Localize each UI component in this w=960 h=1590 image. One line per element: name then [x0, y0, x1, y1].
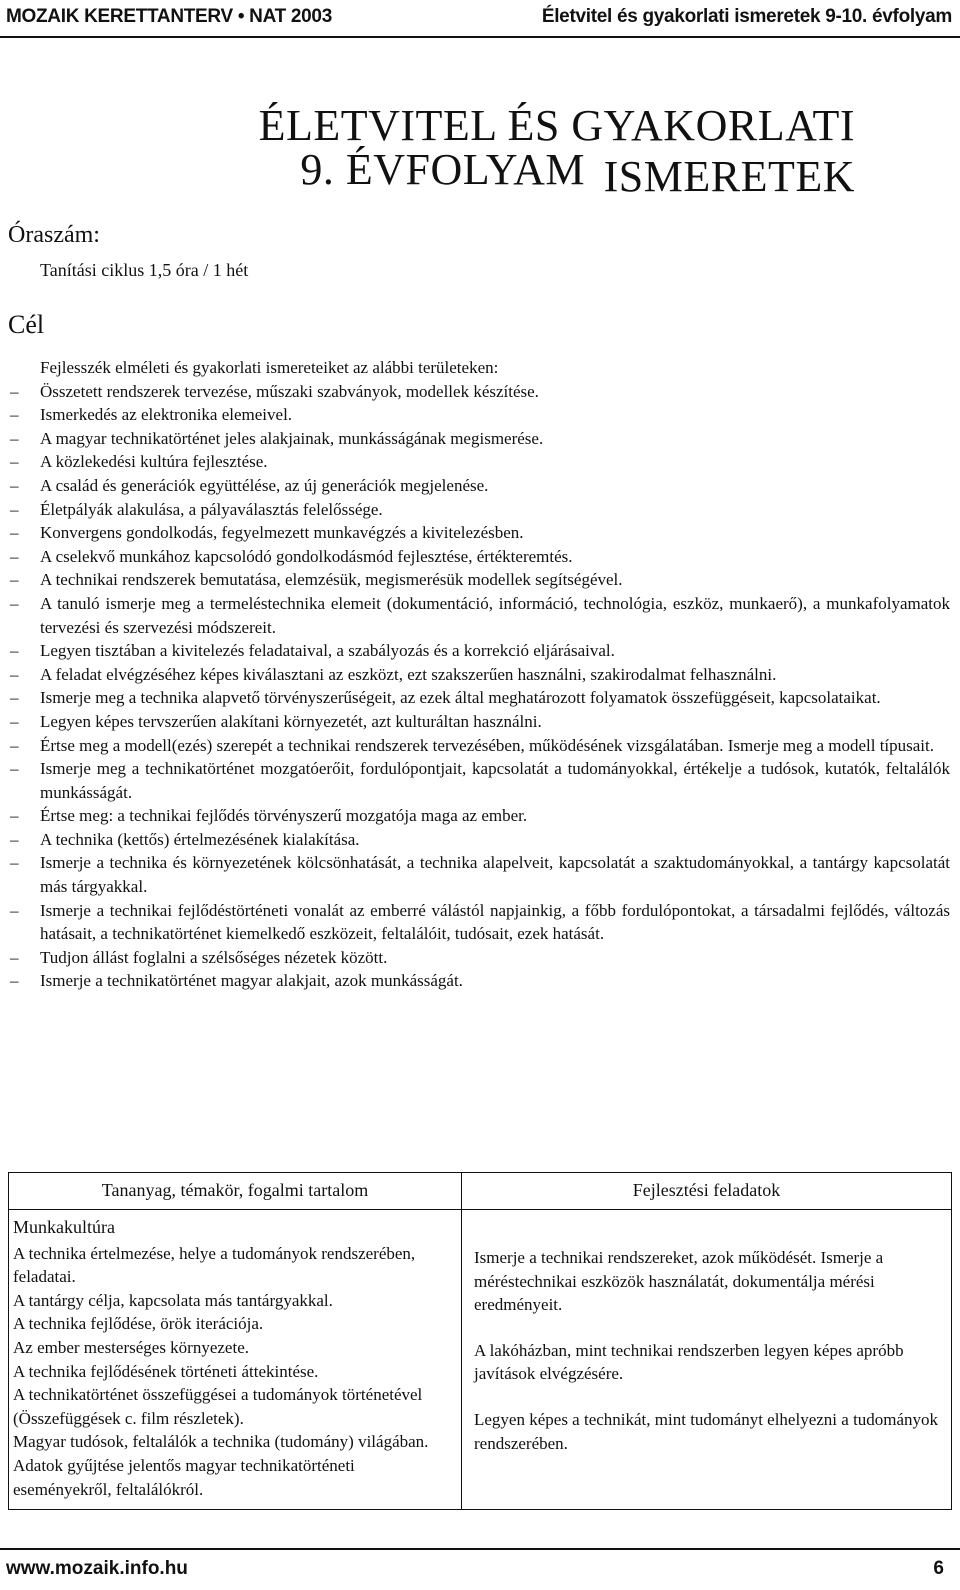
document-title-line-1: ÉLETVITEL ÉS GYAKORLATI ISMERETEK — [258, 101, 855, 201]
task-paragraph: A lakóházban, mint technikai rendszerben legyen képes apróbb javítások elvégzésére. — [474, 1340, 904, 1384]
goal-item: – A közlekedési kultúra fejlesztése. — [10, 450, 950, 474]
goal-item: – Ismerje meg a technikatörténet mozgatóerőit, fordulópontjait, kapcsolatát a tudományokkal, értékelje a tudósok, kutatók, feltalálók munkásságát. — [10, 757, 950, 804]
header-subject-title: Életvitel és gyakorlati ismeretek 9-10. évfolyam — [541, 6, 952, 27]
header-series-title: MOZAIK KERETTANTERV • NAT 2003 — [6, 6, 332, 27]
section-label: Munkakultúra — [13, 1217, 115, 1237]
goal-item: – Legyen képes tervszerűen alakítani környezetét, azt kulturáltan használni. — [10, 710, 950, 734]
goal-item: – A cselekvő munkához kapcsolódó gondolkodásmód fejlesztése, értékteremtés. — [10, 545, 950, 569]
goal-item: – A feladat elvégzéséhez képes kiválasztani az eszközt, ezt szakszerűen használni, szakirodalmat felhasználni. — [10, 663, 950, 687]
goals-list — [10, 380, 950, 993]
goals-section — [10, 356, 950, 993]
content-cell — [9, 1210, 462, 1510]
goal-item: – Tudjon állást foglalni a szélsőséges nézetek között. — [10, 946, 950, 970]
task-paragraph: Ismerje a technikai rendszereket, azok működését. Ismerje a méréstechnikai eszközök használatát, dokumentálja mérési eredményeit. — [474, 1248, 884, 1315]
goal-item: – Összetett rendszerek tervezése, műszaki szabványok, modellek készítése. — [10, 380, 950, 404]
content-line: Magyar tudósok, feltalálók a technika (tudomány) világában. Adatok gyűjtése jelentős magyar technikatörténeti eseményekről, feltalálókról. — [13, 1432, 429, 1499]
oraszam-text: Tanítási ciklus 1,5 óra / 1 hét — [40, 260, 249, 280]
goal-item: – A család és generációk együttélése, az új generációk megjelenése. — [10, 474, 950, 498]
cel-heading: Cél — [8, 310, 45, 339]
goal-item: – A technikai rendszerek bemutatása, elemzésük, megismerésük modellek segítségével. — [10, 568, 950, 592]
goal-item: – Konvergens gondolkodás, fegyelmezett munkavégzés a kivitelezésben. — [10, 521, 950, 545]
table-row — [9, 1210, 952, 1510]
goal-item: – Értse meg: a technikai fejlődés törvényszerű mozgatója maga az ember. — [10, 804, 950, 828]
page-number: 6 — [933, 1558, 944, 1579]
page-header — [0, 0, 960, 38]
goal-item: – A tanuló ismerje meg a termeléstechnika elemeit (dokumentáció, információ, technológia, eszköz, munkaerő), a munkafolyamatok tervezési és szervezési módszereit. — [10, 592, 950, 639]
curriculum-table — [8, 1172, 952, 1510]
goal-item: – Ismerkedés az elektronika elemeivel. — [10, 403, 950, 427]
tasks-cell — [462, 1210, 952, 1510]
content-line: A technika fejlődése, örök iterációja. — [13, 1314, 264, 1334]
column-header-tasks: Fejlesztési feladatok — [462, 1173, 952, 1210]
content-line: A technika fejlődésének történeti áttekintése. — [13, 1361, 319, 1381]
goal-item: – A technika (kettős) értelmezésének kialakítása. — [10, 828, 950, 852]
table-header-row — [9, 1173, 952, 1210]
content-line: Az ember mesterséges környezete. — [13, 1337, 249, 1357]
task-paragraph: Legyen képes a technikát, mint tudományt elhelyezni a tudományok rendszerében. — [474, 1409, 939, 1453]
goal-item: – Ismerje meg a technika alapvető törvényszerűségeit, az ezek által meghatározott folyamatok összefüggéseit, kapcsolataikat. — [10, 686, 950, 710]
goal-item: – Értse meg a modell(ezés) szerepét a technikai rendszerek tervezésében, működésének vizsgálatában. Ismerje meg a modell típusait. — [10, 734, 950, 758]
goal-item: – Ismerje a technikatörténet magyar alakjait, azok munkásságát. — [10, 969, 950, 993]
oraszam-heading: Óraszám: — [8, 222, 100, 248]
footer-website: www.mozaik.info.hu — [6, 1558, 188, 1579]
document-title-line-2: 9. ÉVFOLYAM — [300, 145, 585, 194]
content-line: A tantárgy célja, kapcsolata más tantárgyakkal. — [13, 1290, 333, 1310]
goal-item: – Ismerje a technika és környezetének kölcsönhatását, a technika alapelveit, kapcsolatát a szaktudományokkal, a tantárgy kapcsolatát más tárgyakkal. — [10, 851, 950, 898]
goal-item: – Ismerje a technikai fejlődéstörténeti vonalát az emberré válástól napjainkig, a főbb fordulópontokat, a társadalmi fejlődés, változás hatásait, a technikatörténet kiemelkedő eszközeit, feltalálóit, tudósait, ezek hatását. — [10, 899, 950, 946]
column-header-content: Tananyag, témakör, fogalmi tartalom — [9, 1173, 462, 1210]
page-footer — [0, 1548, 960, 1590]
goal-item: – A magyar technikatörténet jeles alakjainak, munkásságának megismerése. — [10, 427, 950, 451]
content-line: A technika értelmezése, helye a tudományok rendszerében, feladatai. — [13, 1243, 416, 1287]
goals-intro: Fejlesszék elméleti és gyakorlati ismereteiket az alábbi területeken: — [40, 358, 499, 377]
goal-item: – Életpályák alakulása, a pályaválasztás felelőssége. — [10, 498, 950, 522]
content-line: A technikatörténet összefüggései a tudományok történetével (Összefüggések c. film részletek). — [13, 1385, 423, 1428]
goal-item: – Legyen tisztában a kivitelezés feladataival, a szabályozás és a korrekció eljárásaival. — [10, 639, 950, 663]
